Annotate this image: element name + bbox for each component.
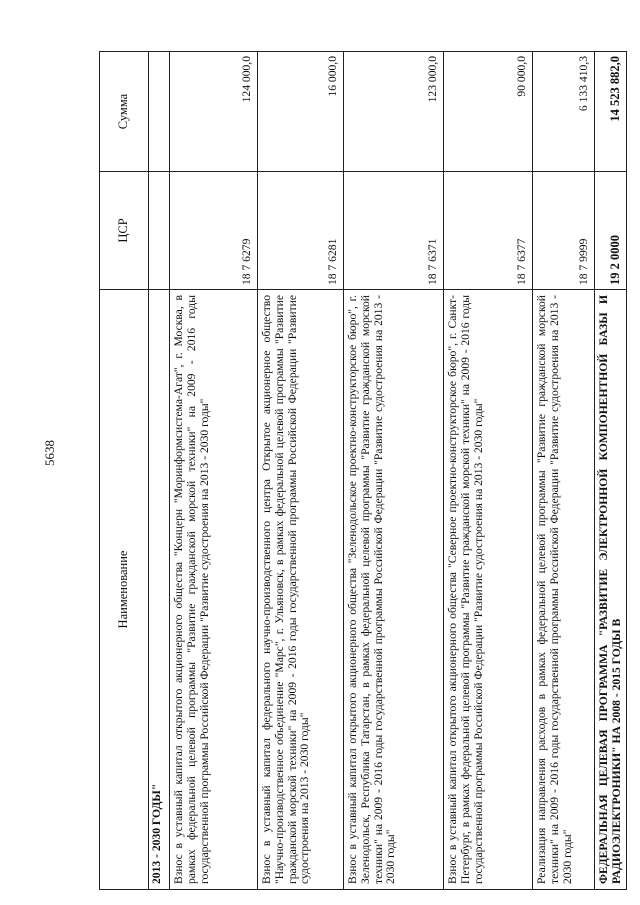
row-csr: 18 7 6279 <box>170 172 258 290</box>
table-header-row <box>100 52 149 890</box>
rotated-page-content <box>99 52 623 890</box>
row-sum: 123 000,0 <box>344 52 444 172</box>
row-name: Взнос в уставный капитал открытого акционерного общества "Концерн "Моринформсистема-Агат", г. Москва, в рамках федеральной целевой программы "Развитие гражданской морской техники" на 2009 - 2016 годы государственной программы Российской Федерации "Развитие судостроения на 2013 - 2030 годы" <box>170 290 258 890</box>
row-csr: 18 7 6281 <box>258 172 344 290</box>
row-sum: 14 523 882,0 <box>595 52 627 172</box>
header-sum: Сумма <box>100 52 149 172</box>
header-name: Наименование <box>100 290 149 890</box>
table-row <box>258 52 344 890</box>
page-number: 5638 <box>42 440 57 466</box>
table-row <box>170 52 258 890</box>
section-title: 2013 - 2030 ГОДЫ" <box>149 290 170 890</box>
row-sum: 124 000,0 <box>170 52 258 172</box>
row-name: Взнос в уставный капитал открытого акционерного общества "Северное проектно-конструкторское бюро", г. Санкт-Петербург, в рамках федеральной целевой программы "Развитие гражданской морской техники" на 2009 - 2016 годы государственной программы Российской Федерации "Развитие судостроения на 2013 - 2030 годы" <box>444 290 533 890</box>
row-sum: 6 133 410,3 <box>533 52 595 172</box>
row-name: Реализация направления расходов в рамках федеральной целевой программы "Развитие гражданской морской техники" на 2009 - 2016 годы государственной программы Российской Федерации "Развитие судостроения на 2013 - 2030 годы" <box>533 290 595 890</box>
page-number-box <box>44 408 56 498</box>
row-name: Взнос в уставный капитал федерального научно-производственного центра Открытое акционерное общество "Научно-производственное объединение "Марс", г. Ульяновск, в рамках федеральной целевой программы "Развитие гражданской морской техники" на 2009 - 2016 годы государственной программы Российской Федерации "Развитие судостроения на 2013 - 2030 годы" <box>258 290 344 890</box>
budget-table <box>99 51 627 890</box>
row-name: ФЕДЕРАЛЬНАЯ ЦЕЛЕВАЯ ПРОГРАММА "РАЗВИТИЕ ЭЛЕКТРОННОЙ КОМПОНЕНТНОЙ БАЗЫ И РАДИОЭЛЕКТРОНИКИ" НА 2008 - 2015 ГОДЫ В <box>595 290 627 890</box>
table-row <box>444 52 533 890</box>
section-sum-empty <box>149 52 170 172</box>
section-title-row <box>149 52 170 890</box>
section-csr-empty <box>149 172 170 290</box>
table-row <box>344 52 444 890</box>
row-sum: 90 000,0 <box>444 52 533 172</box>
row-csr: 18 7 6371 <box>344 172 444 290</box>
header-csr: ЦСР <box>100 172 149 290</box>
row-csr: 19 2 0000 <box>595 172 627 290</box>
row-sum: 16 000,0 <box>258 52 344 172</box>
row-name: Взнос в уставный капитал открытого акционерного общества "Зеленодольское проектно-конструкторское бюро", г. Зеленодольск, Республика Татарстан, в рамках федеральной целевой программы "Развитие гражданской морской техники" на 2009 - 2016 годы государственной программы Российской Федерации "Развитие судостроения на 2013 - 2030 годы" <box>344 290 444 890</box>
table-row <box>533 52 595 890</box>
table-row-program <box>595 52 627 890</box>
row-csr: 18 7 9999 <box>533 172 595 290</box>
row-csr: 18 7 6377 <box>444 172 533 290</box>
